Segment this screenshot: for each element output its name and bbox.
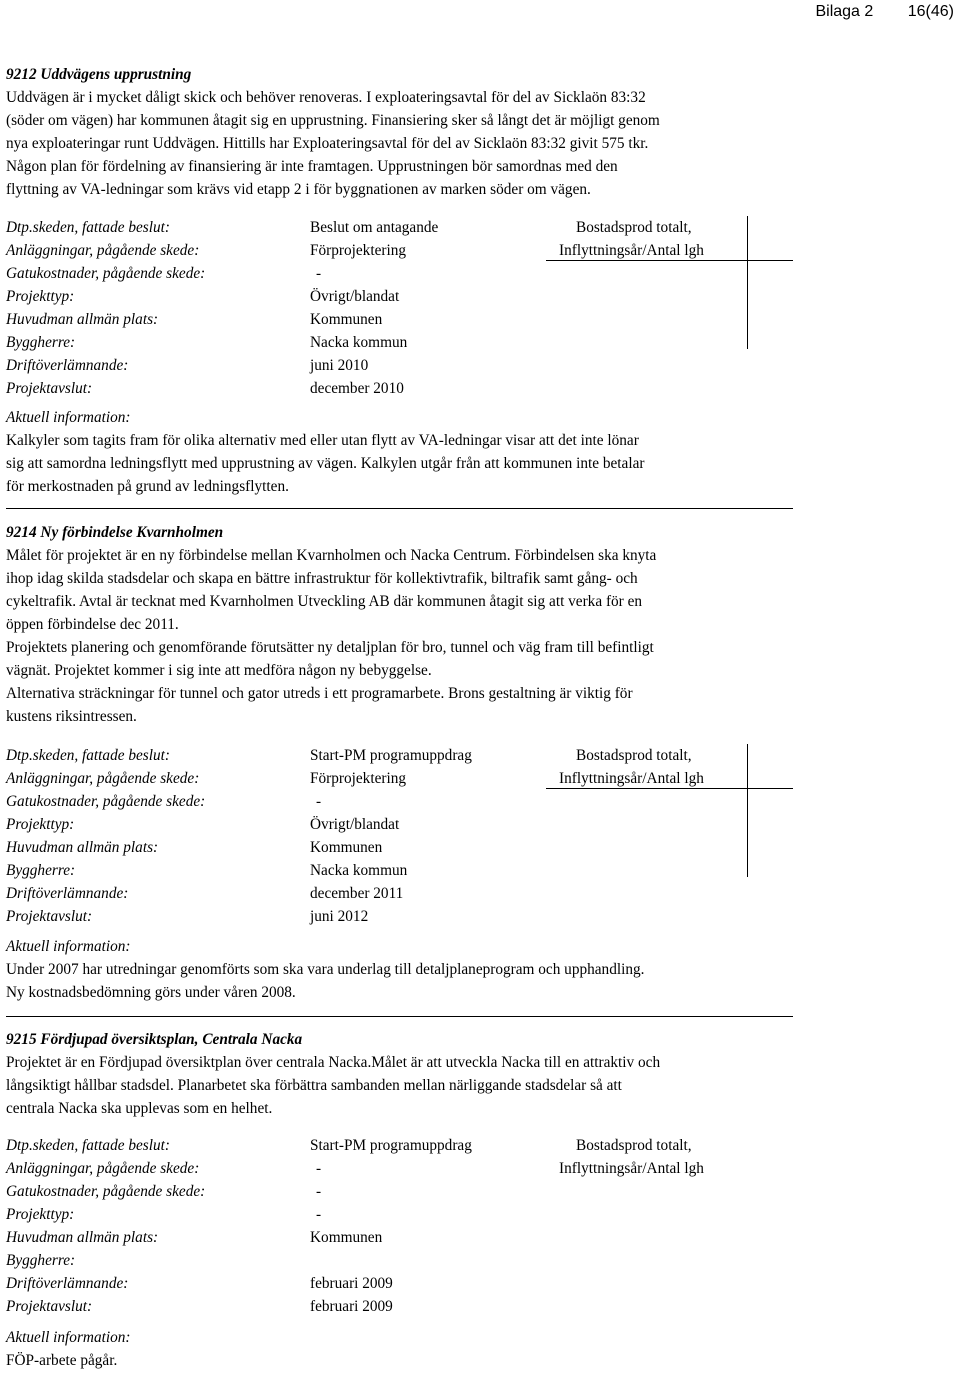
description-line: vägnät. Projektet kommer i sig inte att medföra någon ny bebyggelse. (6, 662, 432, 679)
value-driftoverlamnande: juni 2010 (310, 357, 369, 374)
label-dtp: Dtp.skeden, fattade beslut: (6, 747, 170, 764)
label-anlaggningar: Anläggningar, pågående skede: (6, 770, 200, 787)
project-9214-text (6, 521, 796, 728)
label-byggherre: Byggherre: (6, 862, 76, 879)
project-9212-status-table (6, 216, 794, 400)
project-9215-info (6, 1326, 796, 1372)
description-line: Målet för projektet är en ny förbindelse mellan Kvarnholmen och Nacka Centrum. Förbindelsen ska knyta (6, 547, 657, 564)
description-line: Någon plan för fördelning av finansiering är inte framtagen. Upprustningen bör samordnas med den (6, 158, 618, 175)
value-huvudman: Kommunen (310, 1229, 383, 1246)
description-line: Alternativa sträckningar för tunnel och gator utreds i ett programarbete. Brons gestaltning är viktig för (6, 685, 633, 702)
value-gatukostnader: - (316, 793, 322, 810)
value-projektavslut: februari 2009 (310, 1298, 393, 1315)
label-huvudman: Huvudman allmän plats: (6, 839, 159, 856)
label-projekttyp: Projekttyp: (6, 816, 75, 833)
description-line: cykeltrafik. Avtal är tecknat med Kvarnholmen Utveckling AB där kommunen åtagit sig att verka för en (6, 593, 643, 610)
value-projekttyp: Övrigt/blandat (310, 288, 400, 305)
value-driftoverlamnande: februari 2009 (310, 1275, 393, 1292)
description-line: kustens riksintressen. (6, 708, 137, 725)
description-line: långsiktigt hållbar stadsdel. Planarbetet ska förbättra sambanden mellan närliggande stadsdelar så att (6, 1077, 622, 1094)
label-gatukostnader: Gatukostnader, pågående skede: (6, 1183, 206, 1200)
housing-divider-horizontal (546, 260, 793, 261)
project-9212-info (6, 406, 796, 498)
value-byggherre: Nacka kommun (310, 862, 408, 879)
label-dtp: Dtp.skeden, fattade beslut: (6, 1137, 170, 1154)
info-line: Ny kostnadsbedömning görs under våren 2008. (6, 984, 296, 1001)
description-line: öppen förbindelse dec 2011. (6, 616, 179, 633)
housing-subheader: Inflyttningsår/Antal lgh (559, 242, 704, 259)
project-9214-info (6, 935, 796, 1004)
section-divider (6, 508, 793, 509)
value-huvudman: Kommunen (310, 839, 383, 856)
label-anlaggningar: Anläggningar, pågående skede: (6, 242, 200, 259)
description-line: ihop idag skilda stadsdelar och skapa en bättre infrastruktur för kollektivtrafik, biltrafik samt gång- och (6, 570, 638, 587)
info-line: Kalkyler som tagits fram för olika alternativ med eller utan flytt av VA-ledningar visar att det inte lönar (6, 432, 639, 449)
value-projektavslut: december 2010 (310, 380, 404, 397)
current-info-label: Aktuell information: (6, 1329, 131, 1346)
label-projekttyp: Projekttyp: (6, 288, 75, 305)
section-divider (6, 1016, 793, 1017)
value-anlaggningar: Förprojektering (310, 770, 407, 787)
project-title: 9214 Ny förbindelse Kvarnholmen (6, 524, 224, 541)
housing-divider-vertical (747, 744, 748, 877)
label-driftoverlamnande: Driftöverlämnande: (6, 885, 129, 902)
housing-subheader: Inflyttningsår/Antal lgh (559, 1160, 704, 1177)
project-9215-text (6, 1028, 796, 1120)
description-line: (söder om vägen) har kommunen åtagit sig en upprustning. Finansiering sker så långt det är möjligt genom (6, 112, 660, 129)
label-driftoverlamnande: Driftöverlämnande: (6, 357, 129, 374)
project-title: 9215 Fördjupad översiktsplan, Centrala Nacka (6, 1031, 303, 1048)
page-header (785, 0, 954, 22)
label-byggherre: Byggherre: (6, 334, 76, 351)
label-projekttyp: Projekttyp: (6, 1206, 75, 1223)
page-number: 16(46) (907, 3, 954, 20)
label-dtp: Dtp.skeden, fattade beslut: (6, 219, 170, 236)
value-projektavslut: juni 2012 (310, 908, 369, 925)
info-line: Under 2007 har utredningar genomförts som ska vara underlag till detaljplaneprogram och upphandling. (6, 961, 645, 978)
label-projektavslut: Projektavslut: (6, 908, 93, 925)
value-byggherre: Nacka kommun (310, 334, 408, 351)
project-9215-status-table (6, 1134, 794, 1318)
label-huvudman: Huvudman allmän plats: (6, 1229, 159, 1246)
housing-divider-horizontal (546, 788, 793, 789)
description-line: centrala Nacka ska upplevas som en helhet. (6, 1100, 273, 1117)
value-anlaggningar: - (316, 1160, 322, 1177)
housing-divider-vertical (747, 216, 748, 349)
label-projektavslut: Projektavslut: (6, 380, 93, 397)
label-gatukostnader: Gatukostnader, pågående skede: (6, 793, 206, 810)
info-line: för merkostnaden på grund av ledningsflytten. (6, 478, 289, 495)
housing-header: Bostadsprod totalt, (576, 747, 692, 764)
appendix-label: Bilaga 2 (815, 3, 874, 20)
description-line: Projektets planering och genomförande förutsätter ny detaljplan för bro, tunnel och väg fram till befintligt (6, 639, 654, 656)
housing-subheader: Inflyttningsår/Antal lgh (559, 770, 704, 787)
housing-header: Bostadsprod totalt, (576, 219, 692, 236)
description-line: nya exploateringar runt Uddvägen. Hittills har Exploateringsavtal för del av Sicklaön 83:32 givit 575 tkr. (6, 135, 649, 152)
value-dtp: Beslut om antagande (310, 219, 439, 236)
label-projektavslut: Projektavslut: (6, 1298, 93, 1315)
housing-header: Bostadsprod totalt, (576, 1137, 692, 1154)
description-line: flyttning av VA-ledningar som krävs vid etapp 2 i för byggnationen av marken söder om vägen. (6, 181, 591, 198)
project-title: 9212 Uddvägens upprustning (6, 66, 192, 83)
value-driftoverlamnande: december 2011 (310, 885, 404, 902)
label-driftoverlamnande: Driftöverlämnande: (6, 1275, 129, 1292)
project-9212-text (6, 63, 796, 201)
current-info-label: Aktuell information: (6, 409, 131, 426)
value-dtp: Start-PM programuppdrag (310, 1137, 472, 1154)
label-anlaggningar: Anläggningar, pågående skede: (6, 1160, 200, 1177)
label-gatukostnader: Gatukostnader, pågående skede: (6, 265, 206, 282)
description-line: Projektet är en Fördjupad översiktplan över centrala Nacka.Målet är att utveckla Nacka till en attraktiv och (6, 1054, 661, 1071)
description-line: Uddvägen är i mycket dåligt skick och behöver renoveras. I exploateringsavtal för del av Sicklaön 83:32 (6, 89, 646, 106)
value-huvudman: Kommunen (310, 311, 383, 328)
label-huvudman: Huvudman allmän plats: (6, 311, 159, 328)
value-projekttyp: - (316, 1206, 322, 1223)
info-line: FÖP-arbete pågår. (6, 1352, 118, 1369)
label-byggherre: Byggherre: (6, 1252, 76, 1269)
project-9214-status-table (6, 744, 794, 928)
value-gatukostnader: - (316, 1183, 322, 1200)
info-line: sig att samordna ledningsflytt med upprustning av vägen. Kalkylen utgår från att kommunen inte betalar (6, 455, 645, 472)
value-gatukostnader: - (316, 265, 322, 282)
value-anlaggningar: Förprojektering (310, 242, 407, 259)
value-dtp: Start-PM programuppdrag (310, 747, 472, 764)
current-info-label: Aktuell information: (6, 938, 131, 955)
value-projekttyp: Övrigt/blandat (310, 816, 400, 833)
